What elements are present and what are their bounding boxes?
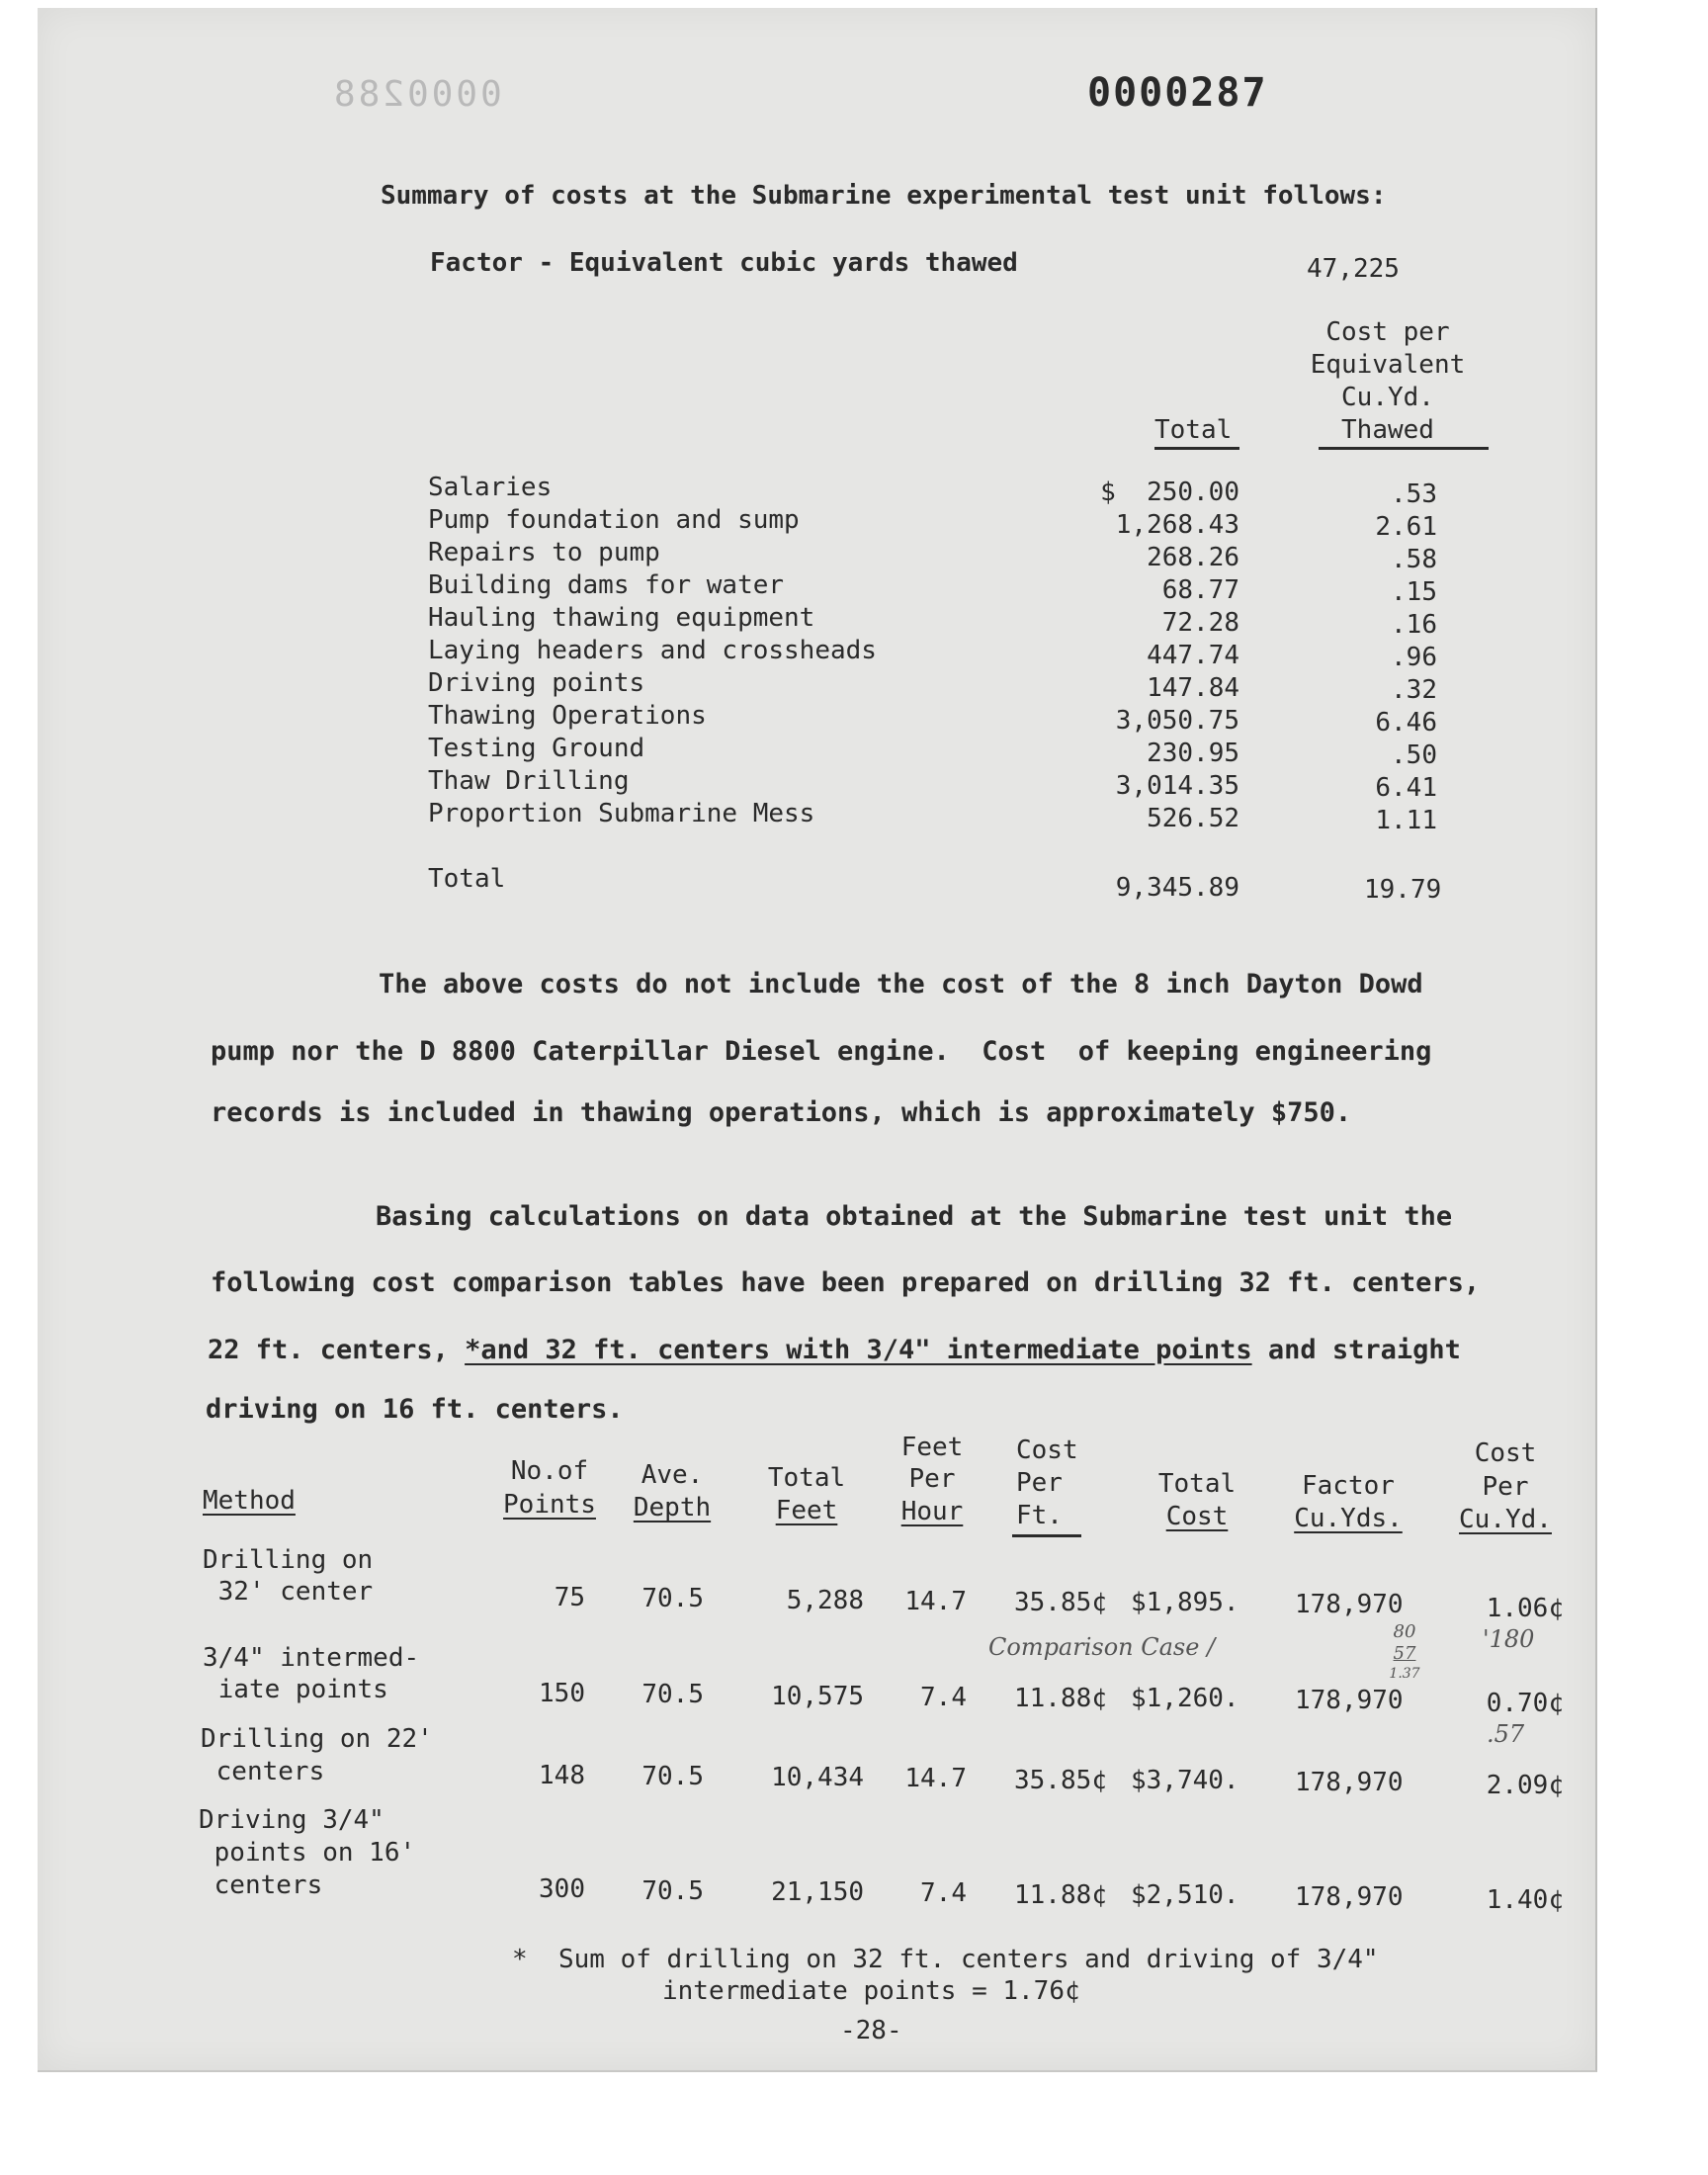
row-cost-cuyd: 1.06¢: [1486, 1594, 1564, 1623]
header-cost-cuyd-1: Cost: [1474, 1438, 1537, 1468]
header-feet-hour-3: Hour: [900, 1497, 964, 1526]
col-unit-header-4: Thawed: [1341, 415, 1434, 445]
ghost-doc-number: 0000288: [331, 74, 502, 115]
handwritten-fraction-top: 80: [1393, 1621, 1416, 1642]
col-unit-header-3: Cu.Yd.: [1341, 383, 1434, 412]
cost-row-unit: .96: [1391, 643, 1437, 672]
row-cost-ft: 11.88¢: [1014, 1880, 1107, 1910]
header-cost-ft-2: Per: [1016, 1468, 1063, 1498]
cost-row-unit: 2.61: [1375, 512, 1437, 542]
header-cost-ft-rule: [1012, 1534, 1081, 1537]
paragraph-segment: 22 ft. centers,: [208, 1335, 466, 1365]
cost-row-unit: .50: [1391, 740, 1437, 770]
page-number: -28-: [840, 2016, 902, 2045]
footnote-line: intermediate points = 1.76¢: [662, 1976, 1080, 2006]
row-feet-hour: 14.7: [904, 1764, 967, 1793]
header-total-cost-2: Cost: [1165, 1502, 1229, 1531]
row-method-line: 32' center: [203, 1577, 374, 1607]
row-feet-hour: 7.4: [920, 1683, 967, 1712]
cost-total-label: Total: [428, 864, 506, 894]
total-header-rule: [1154, 447, 1239, 450]
row-method-line: points on 16': [199, 1838, 416, 1868]
intro-line: Summary of costs at the Submarine experimental test unit follows:: [381, 181, 1387, 211]
row-depth: 70.5: [641, 1680, 704, 1709]
factor-value: 47,225: [1307, 254, 1400, 284]
cost-row-total: 147.84: [1147, 673, 1239, 703]
row-total-feet: 10,575: [771, 1682, 864, 1711]
row-method-line: centers: [201, 1757, 325, 1786]
cost-row-total: 3,050.75: [1115, 706, 1239, 736]
row-method-line: Driving 3/4": [199, 1805, 384, 1835]
row-cost-cuyd: 1.40¢: [1486, 1885, 1564, 1915]
cost-row-unit: .53: [1391, 479, 1437, 509]
cost-row-item: Thawing Operations: [428, 701, 707, 731]
row-cost-cuyd: 2.09¢: [1486, 1771, 1564, 1800]
row-total-cost: $1,260.: [1131, 1684, 1239, 1713]
cost-row-total: 3,014.35: [1115, 771, 1239, 801]
cost-row-unit: .58: [1391, 545, 1437, 574]
cost-row-total: 268.26: [1147, 543, 1239, 572]
cost-total-unit: 19.79: [1364, 875, 1442, 905]
row-total-cost: $1,895.: [1131, 1588, 1239, 1617]
header-cost-cuyd-2: Per: [1482, 1472, 1529, 1502]
paragraph-line: Basing calculations on data obtained at the Submarine test unit the: [376, 1201, 1453, 1232]
cost-row-item: Proportion Submarine Mess: [428, 799, 815, 828]
paragraph-line: following cost comparison tables have been prepared on drilling 32 ft. centers,: [211, 1267, 1481, 1298]
col-unit-header-2: Equivalent: [1310, 350, 1466, 380]
row-factor: 178,970: [1295, 1768, 1404, 1797]
paragraph-line: records is included in thawing operations, which is approximately $750.: [211, 1097, 1352, 1128]
header-cost-ft-3: Ft.: [1016, 1501, 1063, 1530]
cost-row-item: Pump foundation and sump: [428, 505, 800, 535]
row-points: 148: [539, 1761, 585, 1790]
cost-row-total: 230.95: [1147, 739, 1239, 768]
document-number: 0000287: [1087, 70, 1268, 116]
row-total-cost: $2,510.: [1131, 1880, 1239, 1910]
header-depth-1: Ave.: [640, 1460, 704, 1490]
header-factor-2: Cu.Yds.: [1294, 1504, 1403, 1533]
paragraph-segment: and straight: [1251, 1335, 1461, 1365]
handwritten-note: Comparison Case /: [988, 1633, 1216, 1661]
cost-total-value: 9,345.89: [1115, 873, 1239, 903]
factor-label: Factor - Equivalent cubic yards thawed: [430, 248, 1018, 278]
cost-row-item: Hauling thawing equipment: [428, 603, 815, 633]
row-feet-hour: 14.7: [904, 1587, 967, 1616]
row-points: 300: [539, 1874, 585, 1904]
cost-row-item: Driving points: [428, 668, 645, 698]
row-method-line: Drilling on 22': [201, 1724, 433, 1754]
header-total-feet-2: Feet: [775, 1496, 838, 1525]
cost-row-item: Building dams for water: [428, 570, 785, 600]
row-factor: 178,970: [1295, 1590, 1404, 1619]
cost-row-item: Repairs to pump: [428, 538, 660, 567]
row-cost-ft: 35.85¢: [1014, 1766, 1107, 1795]
row-cost-ft: 11.88¢: [1014, 1684, 1107, 1713]
row-depth: 70.5: [641, 1762, 704, 1791]
handwritten-fraction-mid: 57: [1393, 1643, 1416, 1664]
row-factor: 178,970: [1295, 1686, 1404, 1715]
row-total-feet: 10,434: [771, 1763, 864, 1792]
header-cost-cuyd-3: Cu.Yd.: [1459, 1505, 1552, 1534]
row-points: 75: [554, 1583, 585, 1612]
footnote-line: * Sum of drilling on 32 ft. centers and driving of 3/4": [512, 1945, 1379, 1974]
row-depth: 70.5: [641, 1584, 704, 1613]
row-total-feet: 21,150: [771, 1877, 864, 1907]
cost-row-unit: 6.46: [1375, 708, 1437, 738]
row-total-cost: $3,740.: [1131, 1766, 1239, 1795]
paragraph-line: The above costs do not include the cost of the 8 inch Dayton Dowd: [379, 969, 1423, 1000]
header-total-feet-1: Total: [767, 1463, 846, 1493]
cost-row-unit: .16: [1391, 610, 1437, 640]
row-method-line: iate points: [203, 1675, 388, 1704]
cost-row-total: 447.74: [1147, 641, 1239, 670]
row-depth: 70.5: [641, 1876, 704, 1906]
cost-row-total: 68.77: [1161, 575, 1239, 605]
cost-row-unit: 1.11: [1375, 806, 1437, 835]
row-method-line: centers: [199, 1870, 323, 1900]
paragraph-line: driving on 16 ft. centers.: [206, 1394, 624, 1425]
col-total-header: Total: [1154, 415, 1233, 445]
handwritten-note-180: '180: [1483, 1625, 1535, 1653]
cost-row-item: Testing Ground: [428, 734, 645, 763]
row-total-feet: 5,288: [786, 1586, 864, 1615]
cost-row-unit: .32: [1391, 675, 1437, 705]
header-points-1: No.of: [510, 1456, 589, 1486]
row-method-line: 3/4" intermed-: [203, 1643, 420, 1673]
cost-row-item: Laying headers and crossheads: [428, 636, 877, 665]
cost-row-item: Thaw Drilling: [428, 766, 630, 796]
row-factor: 178,970: [1295, 1882, 1404, 1912]
cost-row-total: 72.28: [1161, 608, 1239, 638]
header-feet-hour-2: Per: [908, 1464, 956, 1494]
paragraph-line: pump nor the D 8800 Caterpillar Diesel engine. Cost of keeping engineering: [211, 1036, 1432, 1067]
cost-row-unit: .15: [1391, 577, 1437, 607]
cost-row-total: 526.52: [1147, 804, 1239, 833]
col-unit-header-1: Cost per: [1325, 317, 1450, 347]
header-total-cost-1: Total: [1157, 1469, 1237, 1499]
paragraph-line: [208, 1335, 1461, 1366]
header-points-2: Points: [503, 1490, 596, 1520]
header-depth-2: Depth: [633, 1493, 712, 1522]
cost-row-unit: 6.41: [1375, 773, 1437, 803]
cost-row-total: 1,268.43: [1115, 510, 1239, 540]
handwritten-fraction-bottom: 1.37: [1389, 1666, 1420, 1682]
row-feet-hour: 7.4: [920, 1878, 967, 1908]
row-cost-cuyd: 0.70¢: [1486, 1689, 1564, 1718]
cost-row-item: Salaries: [428, 473, 553, 502]
header-factor-1: Factor: [1302, 1471, 1395, 1501]
header-feet-hour-1: Feet: [900, 1433, 964, 1462]
row-method-line: Drilling on: [203, 1545, 374, 1575]
underlined-phrase: *and 32 ft. centers with 3/4" intermediate points: [465, 1335, 1252, 1365]
handwritten-note-57: .57: [1487, 1720, 1525, 1748]
row-cost-ft: 35.85¢: [1014, 1588, 1107, 1617]
header-cost-ft-1: Cost: [1016, 1436, 1078, 1465]
cost-row-total: $ 250.00: [1100, 478, 1239, 507]
header-method: Method: [203, 1486, 296, 1516]
row-points: 150: [539, 1679, 585, 1708]
unit-header-rule: [1319, 447, 1489, 450]
